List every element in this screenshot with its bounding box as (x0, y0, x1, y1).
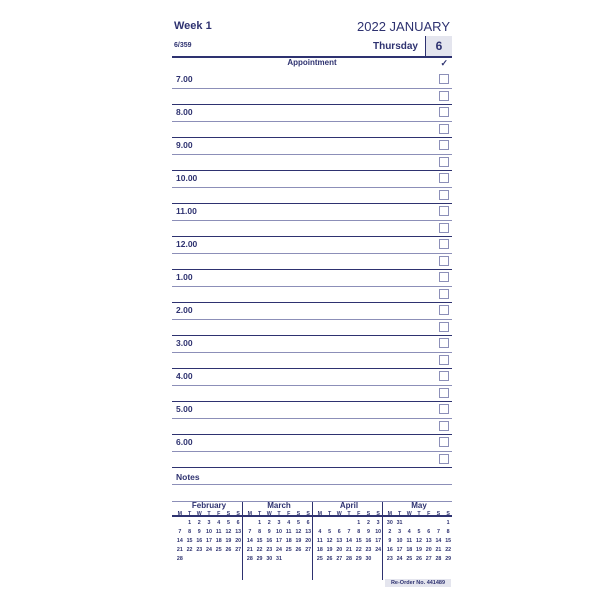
calendar-day: 10 (276, 529, 282, 535)
calendar-day: 19 (416, 547, 422, 553)
task-checkbox[interactable] (439, 124, 449, 134)
weekday-initial: F (217, 511, 221, 517)
calendar-day: 15 (355, 538, 362, 544)
half-hour-row (172, 253, 452, 271)
half-hour-row (172, 88, 452, 106)
hour-label: 4.00 (176, 371, 193, 381)
task-checkbox[interactable] (439, 404, 449, 414)
calendar-day: 22 (186, 547, 193, 553)
hour-label: 3.00 (176, 338, 193, 348)
hour-row (172, 104, 452, 122)
hour-row (172, 335, 452, 353)
calendar-day: 19 (295, 538, 302, 544)
calendar-divider (382, 502, 383, 580)
calendar-day: 21 (346, 547, 352, 553)
calendar-day: 16 (196, 538, 203, 544)
hour-label: 2.00 (176, 305, 193, 315)
calendar-day: 21 (176, 547, 183, 553)
calendar-day: 22 (256, 547, 263, 553)
calendar-day (175, 520, 185, 527)
calendar-day: 16 (365, 538, 372, 544)
hour-label: 7.00 (176, 74, 193, 84)
calendar-day: 29 (256, 556, 263, 562)
half-hour-row (172, 385, 452, 403)
calendar-day: 16 (386, 547, 393, 553)
header-date (172, 36, 452, 56)
calendar-day: 26 (326, 556, 333, 562)
task-checkbox[interactable] (439, 140, 449, 150)
calendar-day: 18 (316, 547, 323, 553)
hour-row (172, 203, 452, 221)
mini-calendar-month: February (191, 501, 227, 510)
weekday-initial: S (296, 511, 301, 517)
mini-calendar (245, 500, 313, 563)
task-checkbox[interactable] (439, 454, 449, 464)
calendar-day (404, 520, 414, 527)
task-checkbox[interactable] (439, 223, 449, 233)
calendar-day: 3 (277, 520, 281, 526)
weekday-initial: S (366, 511, 371, 517)
calendar-day: 12 (416, 538, 422, 544)
weekday-initial: S (306, 511, 310, 517)
calendar-day: 20 (336, 547, 343, 553)
calendar-day: 28 (176, 556, 183, 562)
hour-row (172, 434, 452, 452)
weekday-initial: W (196, 511, 202, 517)
calendar-day (344, 520, 354, 527)
calendar-day: 6 (427, 529, 431, 535)
mini-calendar (385, 500, 453, 563)
weekday-initial: T (187, 511, 192, 517)
calendar-day: 13 (235, 529, 242, 535)
weekday-initial: S (436, 511, 441, 517)
reorder-number: Re-Order No. 441489 (385, 579, 451, 587)
calendar-day: 25 (215, 547, 222, 553)
task-checkbox[interactable] (439, 437, 449, 447)
calendar-day: 9 (388, 538, 392, 544)
task-checkbox[interactable] (439, 305, 449, 315)
weekday-initial: S (376, 511, 380, 517)
calendar-day: 7 (178, 529, 182, 535)
calendar-day: 15 (445, 538, 452, 544)
weekday-initial: S (236, 511, 240, 517)
mini-calendar-grid (245, 511, 313, 563)
calendar-day: 7 (347, 529, 351, 535)
half-hour-row (172, 319, 452, 337)
hour-label: 10.00 (176, 173, 198, 183)
calendar-day: 28 (435, 556, 442, 562)
calendar-day: 29 (445, 556, 452, 562)
task-checkbox[interactable] (439, 91, 449, 101)
task-checkbox[interactable] (439, 157, 449, 167)
calendar-day: 12 (225, 529, 232, 535)
calendar-day: 2 (197, 520, 201, 526)
calendar-day: 6 (337, 529, 341, 535)
header-top (172, 18, 452, 36)
calendar-day (424, 520, 434, 527)
mini-calendar-grid (315, 511, 383, 563)
calendar-day: 13 (336, 538, 343, 544)
task-checkbox[interactable] (439, 421, 449, 431)
half-hour-row (172, 121, 452, 139)
calendar-day: 1 (258, 520, 262, 526)
calendar-day: 5 (328, 529, 332, 535)
calendar-day: 2 (388, 529, 392, 535)
weekday-initial: S (226, 511, 231, 517)
calendar-day: 8 (446, 529, 450, 535)
calendar-day: 5 (417, 529, 421, 535)
hour-row (172, 401, 452, 419)
weekday-initial: T (347, 511, 351, 517)
half-hour-row (172, 154, 452, 172)
calendar-day: 23 (386, 556, 393, 562)
calendar-day: 25 (406, 556, 413, 562)
calendar-day: 24 (396, 556, 403, 562)
day-of-year: 6/359 (174, 42, 192, 49)
mini-calendar (315, 500, 383, 563)
weekday-initial: T (277, 511, 281, 517)
calendar-day: 30 (266, 556, 273, 562)
calendar-day (434, 520, 444, 527)
calendar-day: 4 (287, 520, 291, 526)
task-checkbox[interactable] (439, 355, 449, 365)
weekday-initial: W (336, 511, 342, 517)
calendar-day: 7 (436, 529, 440, 535)
calendar-day: 4 (407, 529, 411, 535)
calendar-day: 8 (357, 529, 361, 535)
task-checkbox[interactable] (439, 256, 449, 266)
calendar-day: 17 (396, 547, 403, 553)
calendar-day: 27 (235, 547, 242, 553)
mini-calendar-month: March (267, 501, 291, 510)
hour-row (172, 302, 452, 320)
half-hour-row (172, 220, 452, 238)
calendar-day: 18 (215, 538, 222, 544)
half-hour-row (172, 451, 452, 469)
calendar-day: 20 (305, 538, 312, 544)
calendar-day: 5 (226, 520, 230, 526)
calendar-day: 26 (295, 547, 302, 553)
calendar-day: 11 (317, 538, 323, 544)
calendar-divider (242, 502, 243, 580)
calendar-day: 30 (365, 556, 372, 562)
calendar-day: 10 (375, 529, 382, 535)
task-checkbox[interactable] (439, 107, 449, 117)
calendar-day (325, 520, 335, 527)
calendar-day: 19 (326, 547, 333, 553)
task-checkbox[interactable] (439, 322, 449, 332)
calendar-day: 23 (196, 547, 203, 553)
calendar-day: 9 (366, 529, 370, 535)
calendar-day (334, 520, 344, 527)
calendar-day: 23 (266, 547, 273, 553)
calendar-day: 14 (346, 538, 352, 544)
half-hour-row (172, 187, 452, 205)
calendar-day (245, 520, 255, 527)
task-checkbox[interactable] (439, 74, 449, 84)
calendar-day: 24 (206, 547, 212, 553)
calendar-day: 1 (357, 520, 361, 526)
calendar-day: 12 (326, 538, 333, 544)
calendar-day: 14 (435, 538, 442, 544)
weekday-label: Thursday (372, 41, 418, 52)
weekday-initial: T (417, 511, 421, 517)
hour-row (172, 236, 452, 254)
week-label: Week 1 (174, 20, 212, 32)
calendar-day: 2 (366, 520, 370, 526)
calendar-day: 29 (355, 556, 362, 562)
calendar-day: 31 (276, 556, 282, 562)
calendar-day: 24 (375, 547, 382, 553)
calendar-day: 13 (305, 529, 312, 535)
calendar-day: 27 (305, 547, 312, 553)
calendar-day: 22 (355, 547, 362, 553)
weekday-initial: S (446, 511, 450, 517)
weekday-initial: W (266, 511, 272, 517)
hour-row (172, 368, 452, 386)
calendar-day: 1 (188, 520, 192, 526)
year-month-label: 2022 JANUARY (357, 19, 450, 34)
calendar-day: 11 (215, 529, 222, 535)
calendar-day: 11 (406, 538, 413, 544)
calendar-day: 6 (236, 520, 240, 526)
mini-calendar-grid (175, 511, 243, 563)
task-checkbox[interactable] (439, 173, 449, 183)
mini-calendar (175, 500, 243, 563)
task-checkbox[interactable] (439, 206, 449, 216)
task-checkbox[interactable] (439, 289, 449, 299)
calendar-day: 6 (306, 520, 310, 526)
hour-label: 12.00 (176, 239, 198, 249)
task-checkbox[interactable] (439, 239, 449, 249)
hour-label: 11.00 (176, 206, 197, 216)
task-checkbox[interactable] (439, 388, 449, 398)
appointment-label: Appointment (287, 58, 337, 67)
task-checkbox[interactable] (439, 190, 449, 200)
mini-calendar-month: May (411, 501, 427, 510)
hour-row (172, 170, 452, 188)
weekday-initial: T (397, 511, 402, 517)
half-hour-row (172, 286, 452, 304)
calendar-day (414, 520, 424, 527)
calendar-day: 3 (398, 529, 402, 535)
calendar-day: 20 (235, 538, 242, 544)
calendar-day: 17 (276, 538, 282, 544)
calendar-divider (312, 502, 313, 580)
weekday-initial: M (247, 511, 253, 517)
calendar-day: 13 (425, 538, 432, 544)
hour-label: 8.00 (176, 107, 193, 117)
calendar-day: 1 (446, 520, 450, 526)
calendar-day: 2 (267, 520, 271, 526)
calendar-day: 27 (336, 556, 343, 562)
notes-label: Notes (176, 472, 200, 482)
task-checkbox[interactable] (439, 338, 449, 348)
calendar-day: 18 (285, 538, 292, 544)
weekday-initial: M (387, 511, 393, 517)
mini-calendar-grid (385, 511, 453, 563)
calendar-day: 16 (266, 538, 273, 544)
hour-label: 6.00 (176, 437, 193, 447)
calendar-day: 10 (396, 538, 403, 544)
calendar-day (315, 520, 325, 527)
weekday-initial: T (207, 511, 211, 517)
calendar-day: 4 (318, 529, 322, 535)
weekday-initial: F (357, 511, 361, 517)
calendar-day: 12 (295, 529, 302, 535)
calendar-day: 22 (445, 547, 452, 553)
calendar-day: 14 (176, 538, 183, 544)
check-mark-icon: ✓ (440, 58, 448, 68)
calendar-day: 30 (386, 520, 393, 526)
calendar-day: 8 (188, 529, 192, 535)
weekday-initial: M (177, 511, 183, 517)
calendar-day: 24 (276, 547, 282, 553)
calendar-day: 26 (225, 547, 232, 553)
calendar-day: 9 (267, 529, 271, 535)
weekday-initial: W (406, 511, 412, 517)
task-checkbox[interactable] (439, 272, 449, 282)
calendar-day: 8 (258, 529, 262, 535)
half-hour-row (172, 418, 452, 436)
calendar-day: 31 (396, 520, 403, 526)
weekday-initial: T (327, 511, 332, 517)
calendar-day: 28 (246, 556, 253, 562)
hour-row (172, 137, 452, 155)
weekday-initial: F (287, 511, 291, 517)
calendar-day: 3 (376, 520, 380, 526)
notes-line (172, 484, 452, 485)
calendar-day: 17 (375, 538, 382, 544)
hour-label: 5.00 (176, 404, 193, 414)
mini-calendar-month: April (339, 501, 359, 510)
calendar-day: 15 (256, 538, 263, 544)
calendar-day: 7 (248, 529, 252, 535)
task-checkbox[interactable] (439, 371, 449, 381)
calendar-day: 14 (246, 538, 253, 544)
calendar-day: 20 (425, 547, 432, 553)
hour-label: 1.00 (176, 272, 193, 282)
calendar-day: 26 (416, 556, 422, 562)
calendar-day: 23 (365, 547, 372, 553)
calendar-day: 25 (316, 556, 323, 562)
hour-row (172, 269, 452, 287)
calendar-day: 18 (406, 547, 413, 553)
calendar-day: 9 (197, 529, 201, 535)
calendar-day: 10 (206, 529, 212, 535)
calendar-day: 5 (296, 520, 300, 526)
calendar-day: 27 (425, 556, 432, 562)
calendar-day: 21 (435, 547, 442, 553)
calendar-day: 11 (285, 529, 292, 535)
calendar-day: 3 (207, 520, 211, 526)
day-number: 6 (425, 36, 452, 56)
appointment-header (172, 57, 452, 71)
calendar-day: 15 (186, 538, 193, 544)
hour-row (172, 71, 452, 89)
calendar-day: 17 (206, 538, 212, 544)
calendar-day: 28 (346, 556, 352, 562)
weekday-initial: M (317, 511, 323, 517)
calendar-day: 4 (217, 520, 221, 526)
half-hour-row (172, 352, 452, 370)
hour-label: 9.00 (176, 140, 193, 150)
calendar-day: 19 (225, 538, 232, 544)
calendar-day: 21 (246, 547, 253, 553)
weekday-initial: F (427, 511, 431, 517)
weekday-initial: T (257, 511, 262, 517)
calendar-day: 25 (285, 547, 292, 553)
